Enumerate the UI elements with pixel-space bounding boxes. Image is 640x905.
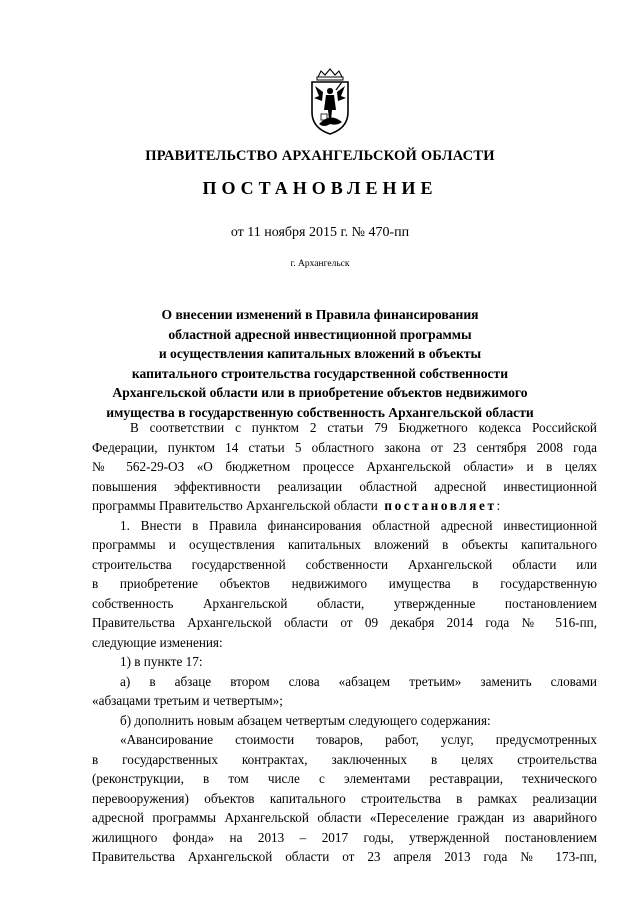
body-line: Правительства Архангельской области от 09 декабря 2014 года № 516-пп, (92, 615, 597, 630)
subitem-b: б) дополнить новым абзацем четвертым следующего содержания: (120, 712, 491, 728)
document-title (90, 305, 550, 422)
title-line: капитального строительства государственной собственности (131, 365, 509, 381)
quote-line: в государственных контрактах, заключенных в целях строительства (92, 751, 597, 767)
title-line: имущества в государственную собственность Архангельской области (106, 404, 534, 420)
coat-of-arms-emblem (309, 68, 351, 136)
body-line: собственность Архангельской области, утвержденные постановлением (92, 595, 597, 611)
subitem-a: а) в абзаце втором слова «абзацем третьим» заменить словами (120, 673, 597, 689)
quote-line: перевооружения) объектов капитального строительства в рамках реализации (92, 790, 597, 806)
quote-line: адресной программы Архангельской области «Переселение граждан из аварийного (92, 810, 597, 825)
quote-line: «Авансирование стоимости товаров, работ, услуг, предусмотренных (120, 732, 597, 747)
city-name: г. Архангельск (290, 259, 350, 269)
document-body (92, 418, 597, 867)
quote-line: (реконструкции, в том числе с элементами реставрации, технического (92, 771, 597, 786)
body-line: № 562-29-ОЗ «О бюджетном процессе Архангельской области» и в целях (92, 459, 597, 474)
title-line: О внесении изменений в Правила финансирования (161, 307, 479, 322)
title-line: и осуществления капитальных вложений в объекты (158, 346, 482, 361)
subitem-a-last: «абзацами третьим и четвертым»; (92, 693, 283, 708)
body-line: В соответствии с пунктом 2 статьи 79 Бюджетного кодекса Российской (130, 420, 597, 435)
title-line: Архангельской области или в приобретение объектов недвижимого (112, 385, 528, 400)
body-line: повышения эффективности реализации областной адресной инвестиционной (92, 478, 597, 494)
preamble-end: программы Правительство Архангельской области (92, 498, 378, 513)
decrees-colon: : (496, 498, 501, 513)
government-name: ПРАВИТЕЛЬСТВО АРХАНГЕЛЬСКОЙ ОБЛАСТИ (145, 148, 495, 164)
body-line-last: следующие изменения: (92, 634, 223, 650)
document-type: ПОСТАНОВЛЕНИЕ (202, 178, 438, 198)
coat-of-arms-icon (309, 68, 351, 136)
body-line: строительства государственной собственности Архангельской области или (92, 556, 597, 572)
quote-line: жилищного фонда» на 2013 – 2017 годы, утвержденной постановлением (92, 829, 597, 845)
body-line-last (92, 496, 597, 516)
date-and-number: от 11 ноября 2015 г. № 470-пп (230, 225, 410, 240)
subitem-1: 1) в пункте 17: (120, 654, 203, 669)
body-line: Федерации, пунктом 14 статьи 5 областного закона от 23 сентября 2008 года (92, 439, 597, 455)
body-line: в приобретение объектов недвижимого имущества в государственную (92, 576, 597, 591)
body-line: программы и осуществления капитальных вложений в объекты капитального (92, 537, 597, 552)
title-line: областной адресной инвестиционной программы (168, 326, 472, 342)
body-line: 1. Внести в Правила финансирования областной адресной инвестиционной (120, 517, 597, 533)
quote-line: Правительства Архангельской области от 23 апреля 2013 года № 173-пп, (92, 849, 597, 864)
decrees-word: постановляет (384, 498, 497, 513)
